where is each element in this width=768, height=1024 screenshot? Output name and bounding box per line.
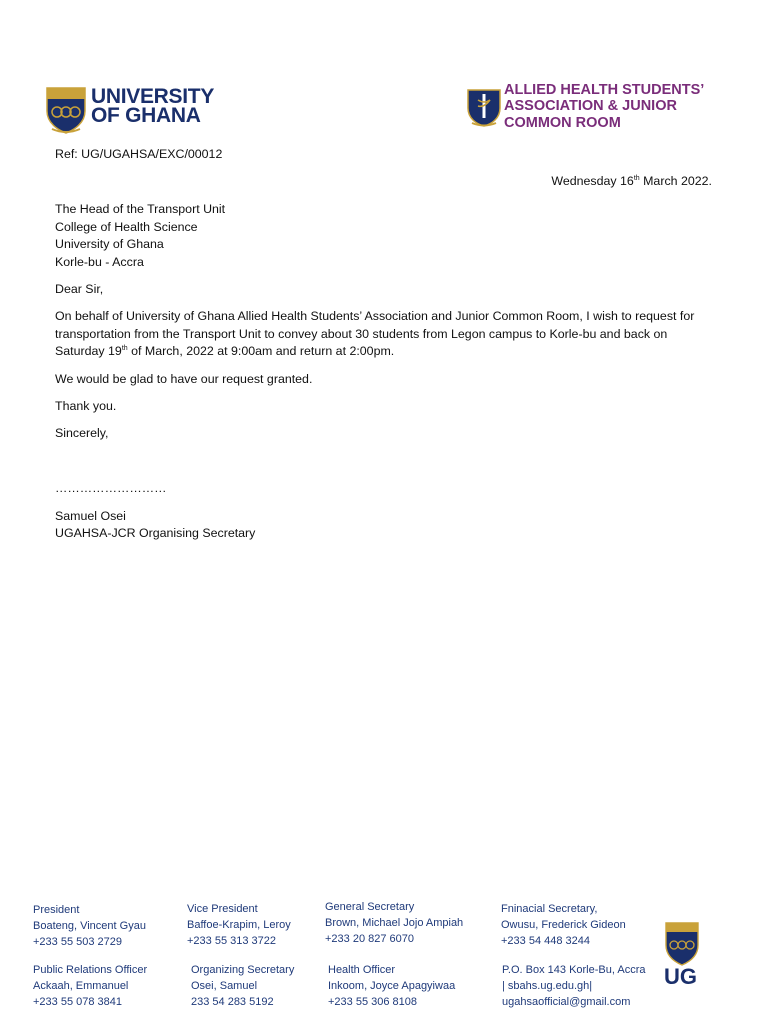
website: | sbahs.ug.edu.gh| xyxy=(502,980,593,992)
exec-phone: +233 54 448 3244 xyxy=(501,935,591,947)
thank-you-line: Thank you. xyxy=(55,399,117,413)
postal-address: P.O. Box 143 Korle-Bu, Accra xyxy=(502,964,646,976)
exec-role: Public Relations Officer xyxy=(33,964,148,976)
ug-footer-text: UG xyxy=(664,964,697,989)
date-prefix: Wednesday 16 xyxy=(551,174,634,188)
paragraph-ordinal: th xyxy=(121,345,128,352)
exec-role: General Secretary xyxy=(325,901,415,913)
ahs-line1: ALLIED HEALTH STUDENTS’ xyxy=(504,82,705,98)
address-line: The Head of the Transport Unit xyxy=(55,202,226,216)
exec-phone: +233 55 313 3722 xyxy=(187,935,277,947)
footer-president xyxy=(33,902,146,950)
footer-health-officer xyxy=(328,962,455,1010)
reference-number: Ref: UG/UGAHSA/EXC/00012 xyxy=(55,147,223,161)
signature-line: ……………………… xyxy=(55,481,167,495)
exec-phone: +233 55 306 8108 xyxy=(328,996,418,1008)
exec-role: Health Officer xyxy=(328,964,396,976)
request-granted-line: We would be glad to have our request granted. xyxy=(55,372,313,386)
address-line: Korle-bu - Accra xyxy=(55,254,144,269)
request-paragraph xyxy=(55,308,715,361)
signer-title: UGAHSA-JCR Organising Secretary xyxy=(55,526,256,540)
university-of-ghana-logo xyxy=(44,85,224,135)
footer-financial-secretary xyxy=(501,901,626,949)
exec-name: Owusu, Frederick Gideon xyxy=(501,919,626,931)
ahs-crest-icon xyxy=(466,86,502,128)
exec-role: President xyxy=(33,904,80,916)
footer-contact-info xyxy=(502,962,645,1010)
exec-name: Osei, Samuel xyxy=(191,980,258,992)
exec-phone: +233 20 827 6070 xyxy=(325,933,415,945)
footer-general-secretary xyxy=(325,899,463,947)
ahs-line2: ASSOCIATION & JUNIOR xyxy=(504,98,677,114)
exec-phone: +233 55 503 2729 xyxy=(33,936,123,948)
exec-name: Ackaah, Emmanuel xyxy=(33,980,129,992)
footer-organizing-secretary xyxy=(191,962,294,1010)
ug-footer-logo xyxy=(662,921,702,993)
address-line: College of Health Science xyxy=(55,219,198,234)
exec-phone: +233 55 078 3841 xyxy=(33,996,123,1008)
recipient-address xyxy=(55,201,225,271)
ug-logo-line2: OF GHANA xyxy=(91,104,201,127)
ahs-line3: COMMON ROOM xyxy=(504,115,621,131)
ug-footer-crest-icon xyxy=(664,921,700,967)
footer-pro xyxy=(33,962,147,1010)
date-rest: March 2022. xyxy=(639,174,712,188)
exec-name: Baffoe-Krapim, Leroy xyxy=(187,919,291,931)
email: ugahsaofficial@gmail.com xyxy=(502,996,631,1008)
exec-role: Vice President xyxy=(187,903,258,915)
exec-name: Inkoom, Joyce Apagyiwaa xyxy=(328,980,456,992)
exec-role: Organizing Secretary xyxy=(191,964,295,976)
exec-name: Boateng, Vincent Gyau xyxy=(33,920,146,932)
ug-crest-icon xyxy=(44,85,88,135)
salutation: Dear Sir, xyxy=(55,282,104,296)
allied-health-logo xyxy=(466,82,716,132)
exec-name: Brown, Michael Jojo Ampiah xyxy=(325,917,464,929)
date-suffix-ordinal: th xyxy=(633,175,640,182)
exec-role: Fninacial Secretary, xyxy=(501,903,598,915)
closing-line: Sincerely, xyxy=(55,426,109,440)
exec-phone: 233 54 283 5192 xyxy=(191,996,274,1008)
letter-date xyxy=(551,173,712,191)
signer-name: Samuel Osei xyxy=(55,509,126,523)
address-line: University of Ghana xyxy=(55,237,164,251)
ug-logo-line1: UNIVERSITY xyxy=(91,85,215,108)
footer-vice-president xyxy=(187,901,291,949)
paragraph-text: On behalf of University of Ghana Allied Health Students’ Association and Junior Common Room, I wish to request for transportation from the Transport Unit to convey about 30 students from Legon campus to Korle-bu and back on Saturday 19 xyxy=(55,309,695,358)
paragraph-text-end: of March, 2022 at 9:00am and return at 2:00pm. xyxy=(127,344,395,358)
